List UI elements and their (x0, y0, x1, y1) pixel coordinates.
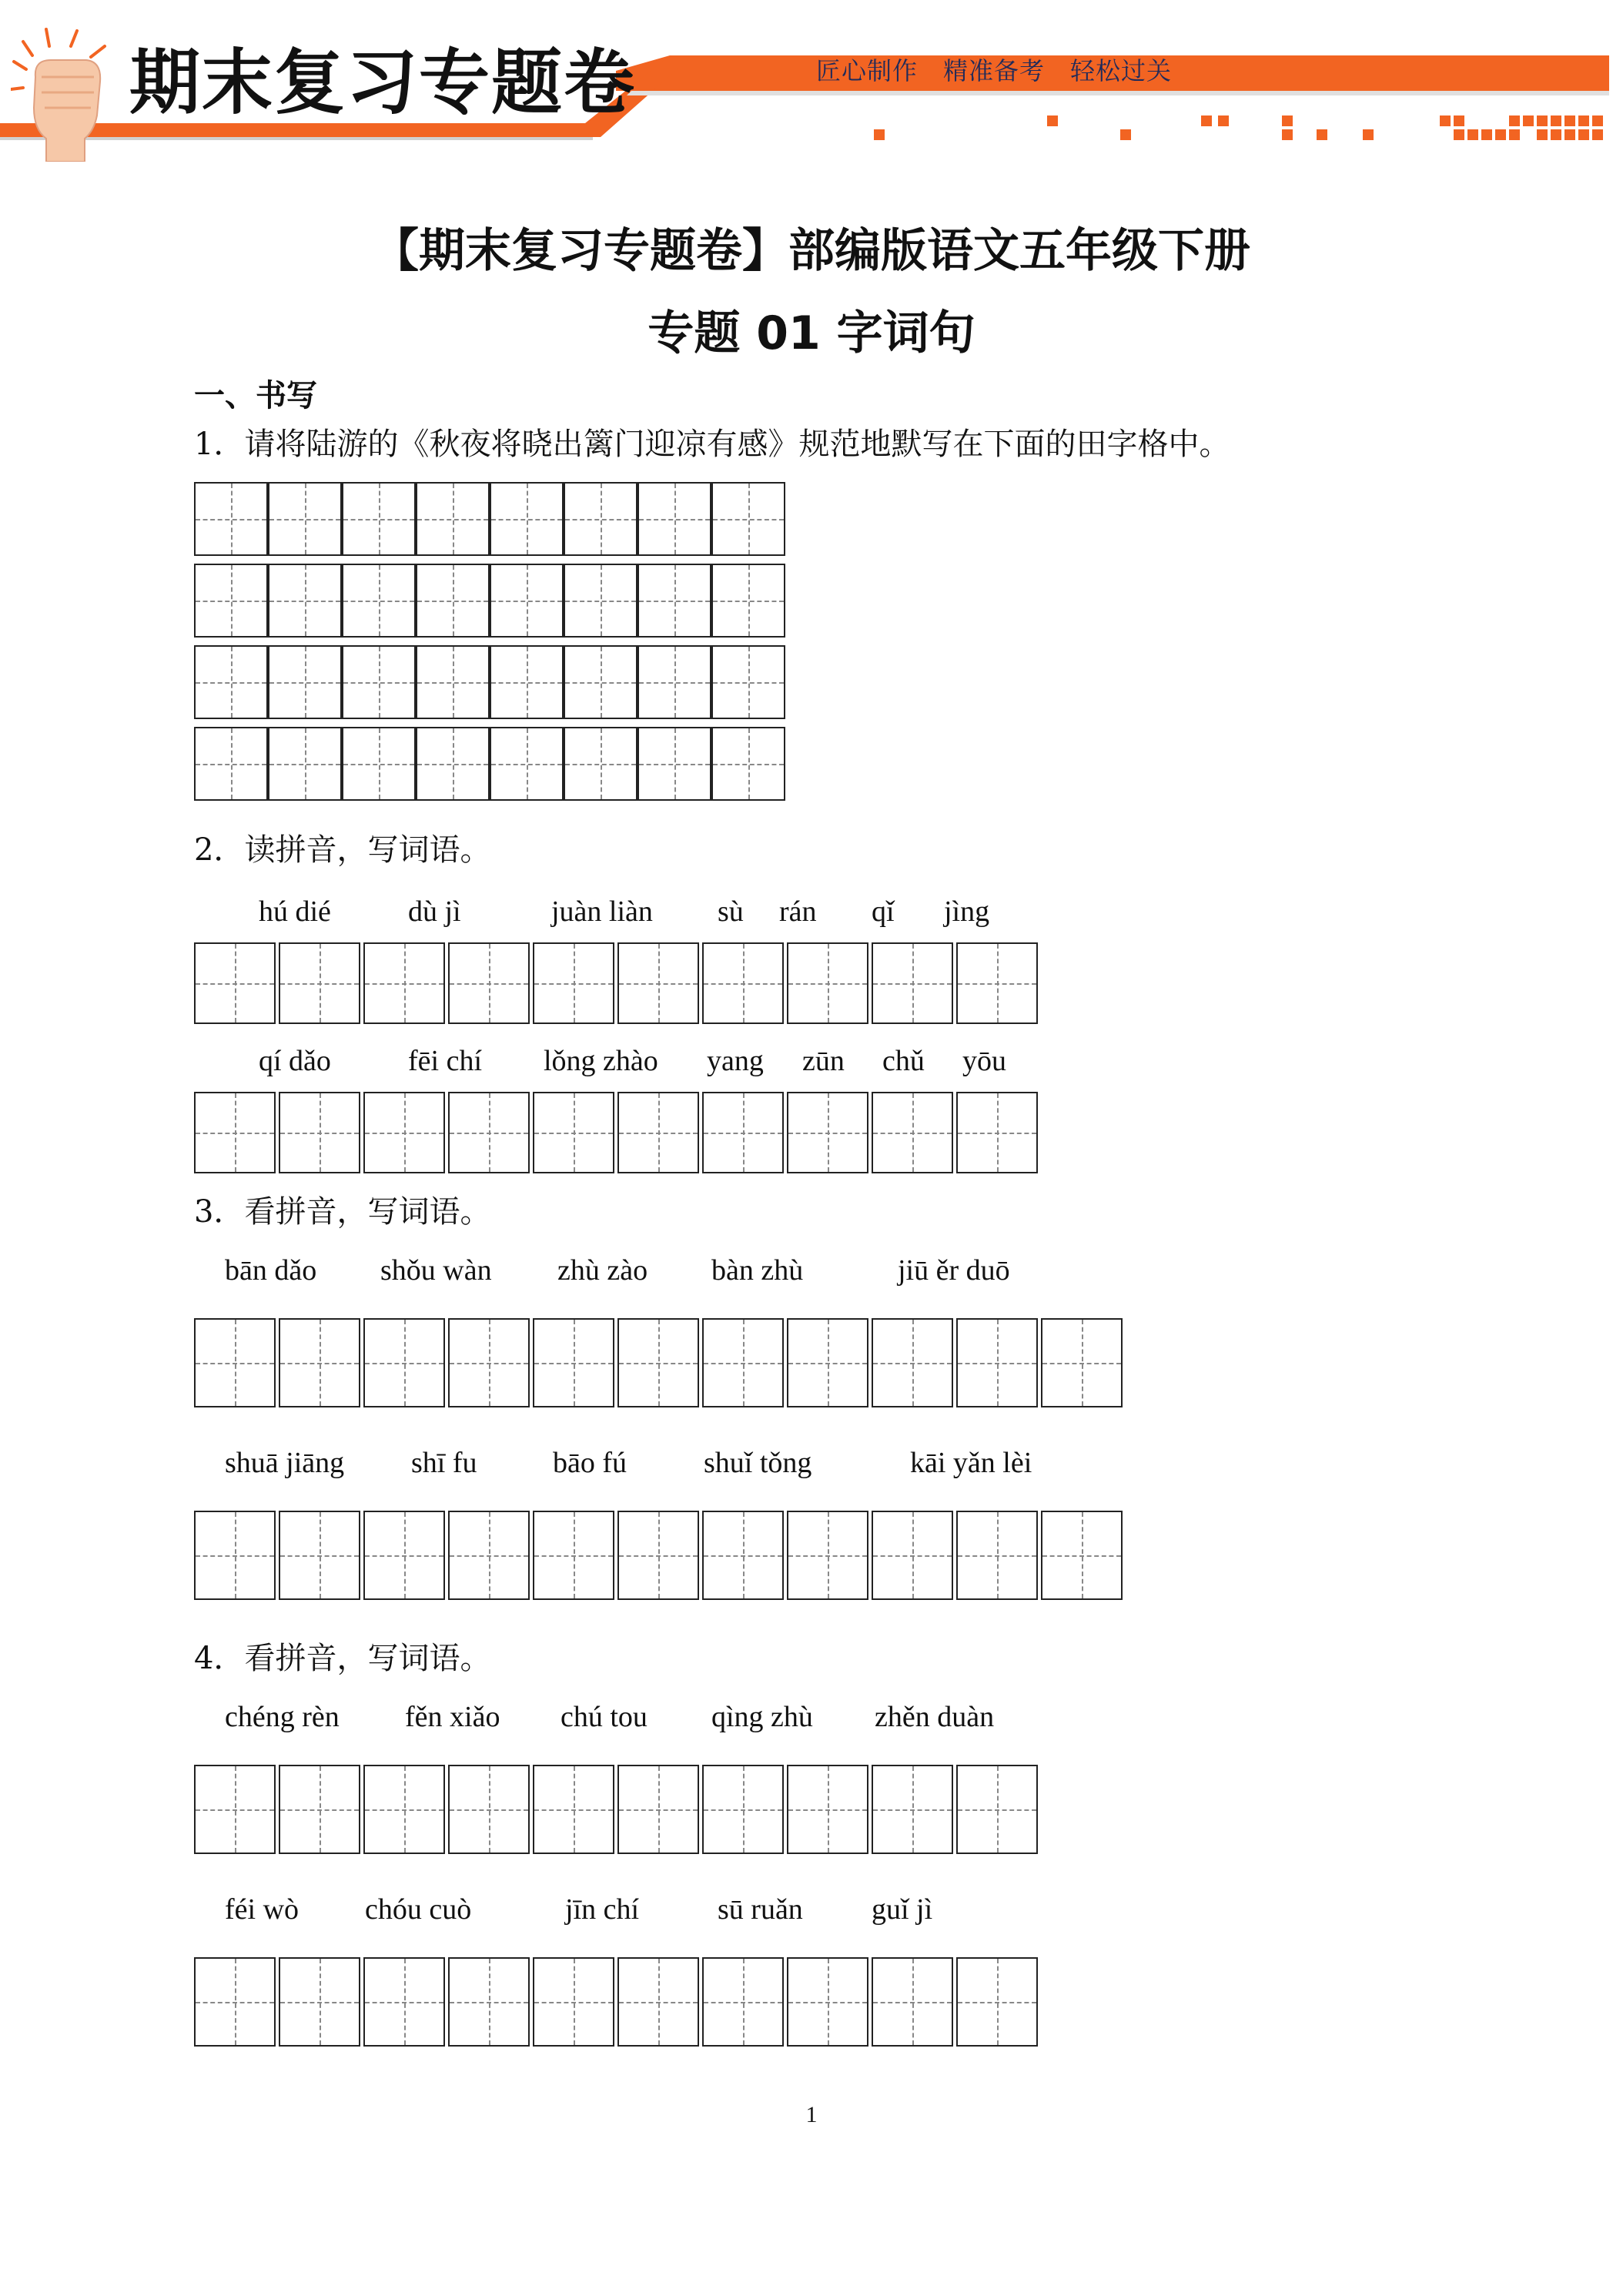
question-3-text: 3．看拼音，写词语。 (194, 1194, 491, 1230)
fist-logo-icon (11, 23, 126, 162)
pinyin-label: zūn (802, 1045, 845, 1077)
answer-grid-q3-row1[interactable] (194, 1318, 1123, 1407)
pinyin-label: shuǐ tǒng (704, 1447, 812, 1479)
tianzi-cell[interactable] (564, 564, 637, 638)
pinyin-label: kāi yǎn lèi (910, 1447, 1032, 1479)
pinyin-label: hú dié (259, 895, 331, 928)
tianzi-cell[interactable] (637, 727, 711, 801)
tianzi-cell[interactable] (617, 1957, 699, 2047)
tianzi-cell[interactable] (956, 1318, 1038, 1407)
tianzi-cell[interactable] (268, 564, 342, 638)
tianzi-cell[interactable] (787, 1511, 868, 1600)
tianzi-cell[interactable] (194, 1765, 276, 1854)
tianzi-cell[interactable] (711, 482, 785, 556)
tianzi-cell[interactable] (702, 1765, 784, 1854)
tianzi-cell[interactable] (194, 1957, 276, 2047)
tianzi-cell[interactable] (617, 1511, 699, 1600)
pinyin-label: bān dǎo (225, 1254, 317, 1287)
pinyin-label: shuā jiāng (225, 1447, 345, 1479)
tianzi-cell[interactable] (194, 564, 268, 638)
pinyin-label: jiū ěr duō (898, 1254, 1010, 1287)
tianzi-cell[interactable] (564, 727, 637, 801)
pinyin-label: bàn zhù (711, 1254, 804, 1287)
pinyin-label: féi wò (225, 1893, 300, 1926)
answer-grid-q1-row3[interactable] (194, 645, 785, 719)
tianzi-cell[interactable] (1041, 1318, 1123, 1407)
pinyin-label: shǒu wàn (380, 1254, 492, 1287)
tianzi-cell[interactable] (617, 1092, 699, 1173)
tianzi-cell[interactable] (194, 1511, 276, 1600)
tianzi-cell[interactable] (448, 1511, 530, 1600)
tianzi-cell[interactable] (956, 1511, 1038, 1600)
tianzi-cell[interactable] (363, 1511, 445, 1600)
tianzi-cell[interactable] (702, 942, 784, 1024)
question-4-text: 4．看拼音，写词语。 (194, 1641, 491, 1676)
pinyin-label: zhěn duàn (875, 1701, 995, 1733)
tianzi-cell[interactable] (194, 645, 268, 719)
tianzi-cell[interactable] (490, 727, 564, 801)
tianzi-cell[interactable] (448, 1957, 530, 2047)
tianzi-cell[interactable] (268, 645, 342, 719)
tianzi-cell[interactable] (702, 1318, 784, 1407)
pinyin-label: sù (718, 895, 744, 928)
tianzi-cell[interactable] (637, 482, 711, 556)
page-number: 1 (805, 2102, 818, 2127)
pinyin-label: rán (779, 895, 817, 928)
answer-grid-q4-row1[interactable] (194, 1765, 1038, 1854)
section-heading: 一、书写 (194, 378, 317, 413)
pinyin-label: zhù zào (557, 1254, 648, 1287)
tianzi-cell[interactable] (279, 1511, 360, 1600)
tianzi-cell[interactable] (194, 1318, 276, 1407)
tianzi-cell[interactable] (416, 482, 490, 556)
tianzi-cell[interactable] (416, 564, 490, 638)
pinyin-label: shī fu (411, 1447, 477, 1479)
pinyin-label: lǒng zhào (544, 1045, 658, 1077)
tianzi-cell[interactable] (533, 942, 614, 1024)
tianzi-cell[interactable] (363, 1957, 445, 2047)
pinyin-label: qí dǎo (259, 1045, 331, 1077)
tianzi-cell[interactable] (872, 1765, 953, 1854)
tianzi-cell[interactable] (490, 564, 564, 638)
tianzi-cell[interactable] (711, 564, 785, 638)
tianzi-cell[interactable] (956, 1957, 1038, 2047)
tianzi-cell[interactable] (490, 645, 564, 719)
tianzi-cell[interactable] (564, 645, 637, 719)
pinyin-label: sū ruǎn (718, 1893, 803, 1926)
tianzi-cell[interactable] (490, 482, 564, 556)
tianzi-cell[interactable] (533, 1511, 614, 1600)
question-2-text: 2．读拼音，写词语。 (194, 832, 491, 868)
tianzi-cell[interactable] (617, 942, 699, 1024)
pinyin-label: fěn xiǎo (405, 1701, 500, 1733)
tianzi-cell[interactable] (268, 482, 342, 556)
pinyin-label: qǐ (872, 895, 895, 928)
tianzi-cell[interactable] (637, 645, 711, 719)
pinyin-label: chéng rèn (225, 1701, 340, 1733)
answer-grid-q3-row2[interactable] (194, 1511, 1123, 1600)
tianzi-cell[interactable] (448, 1765, 530, 1854)
pinyin-label: chóu cuò (365, 1893, 472, 1926)
pinyin-label: qìng zhù (711, 1701, 813, 1733)
tianzi-cell[interactable] (363, 942, 445, 1024)
tianzi-cell[interactable] (702, 1957, 784, 2047)
tianzi-cell[interactable] (533, 1957, 614, 2047)
tianzi-cell[interactable] (787, 1957, 868, 2047)
pinyin-label: jìng (944, 895, 990, 928)
tianzi-cell[interactable] (279, 942, 360, 1024)
tianzi-cell[interactable] (1041, 1511, 1123, 1600)
tianzi-cell[interactable] (564, 482, 637, 556)
tianzi-cell[interactable] (872, 1092, 953, 1173)
pinyin-label: chú tou (561, 1701, 648, 1733)
tianzi-cell[interactable] (448, 1092, 530, 1173)
tianzi-cell[interactable] (194, 942, 276, 1024)
tianzi-cell[interactable] (787, 1765, 868, 1854)
tianzi-cell[interactable] (363, 1765, 445, 1854)
tianzi-cell[interactable] (279, 1765, 360, 1854)
tianzi-cell[interactable] (279, 1318, 360, 1407)
answer-grid-q4-row2[interactable] (194, 1957, 1038, 2047)
tianzi-cell[interactable] (448, 942, 530, 1024)
answer-grid-q2-row2[interactable] (194, 1092, 1038, 1173)
tianzi-cell[interactable] (872, 1318, 953, 1407)
tianzi-cell[interactable] (533, 1765, 614, 1854)
page-title: 【期末复习专题卷】部编版语文五年级下册 (373, 224, 1250, 278)
tianzi-cell[interactable] (194, 482, 268, 556)
tianzi-cell[interactable] (416, 645, 490, 719)
tianzi-cell[interactable] (533, 1092, 614, 1173)
tianzi-cell[interactable] (416, 727, 490, 801)
tianzi-cell[interactable] (787, 1318, 868, 1407)
pinyin-label: bāo fú (553, 1447, 627, 1479)
tianzi-cell[interactable] (279, 1957, 360, 2047)
pinyin-label: yang (707, 1045, 764, 1077)
tianzi-cell[interactable] (617, 1318, 699, 1407)
answer-grid-q2-row1[interactable] (194, 942, 1038, 1024)
pinyin-label: fēi chí (408, 1045, 483, 1077)
answer-grid-q1-row2[interactable] (194, 564, 785, 638)
tianzi-cell[interactable] (702, 1092, 784, 1173)
page-subtitle: 专题 01 字词句 (648, 306, 975, 360)
tianzi-cell[interactable] (872, 1957, 953, 2047)
tianzi-cell[interactable] (637, 564, 711, 638)
tianzi-cell[interactable] (787, 942, 868, 1024)
tianzi-cell[interactable] (787, 1092, 868, 1173)
pinyin-label: guǐ jì (872, 1893, 933, 1926)
tianzi-cell[interactable] (702, 1511, 784, 1600)
tianzi-cell[interactable] (194, 727, 268, 801)
pinyin-label: jīn chí (565, 1893, 640, 1926)
tianzi-cell[interactable] (533, 1318, 614, 1407)
tianzi-cell[interactable] (342, 645, 416, 719)
tianzi-cell[interactable] (956, 942, 1038, 1024)
answer-grid-q1-row1[interactable] (194, 482, 785, 556)
tianzi-cell[interactable] (342, 482, 416, 556)
tianzi-cell[interactable] (279, 1092, 360, 1173)
tianzi-cell[interactable] (956, 1765, 1038, 1854)
tianzi-cell[interactable] (872, 942, 953, 1024)
tianzi-cell[interactable] (194, 1092, 276, 1173)
tianzi-cell[interactable] (617, 1765, 699, 1854)
tianzi-cell[interactable] (342, 727, 416, 801)
pinyin-label: juàn liàn (551, 895, 653, 928)
tianzi-cell[interactable] (363, 1318, 445, 1407)
brand-slogan: 匠心制作 精准备考 轻松过关 (816, 56, 1173, 85)
pinyin-label: yōu (962, 1045, 1006, 1077)
tianzi-cell[interactable] (448, 1318, 530, 1407)
tianzi-cell[interactable] (268, 727, 342, 801)
tianzi-cell[interactable] (342, 564, 416, 638)
answer-grid-q1-row4[interactable] (194, 727, 785, 801)
tianzi-cell[interactable] (956, 1092, 1038, 1173)
pinyin-label: dù jì (408, 895, 461, 928)
tianzi-cell[interactable] (711, 727, 785, 801)
tianzi-cell[interactable] (872, 1511, 953, 1600)
brand-title: 期末复习专题卷 (129, 42, 637, 124)
tianzi-cell[interactable] (711, 645, 785, 719)
question-1-text: 1．请将陆游的《秋夜将晓出篱门迎凉有感》规范地默写在下面的田字格中。 (194, 427, 1230, 462)
tianzi-cell[interactable] (363, 1092, 445, 1173)
pinyin-label: chǔ (882, 1045, 925, 1077)
